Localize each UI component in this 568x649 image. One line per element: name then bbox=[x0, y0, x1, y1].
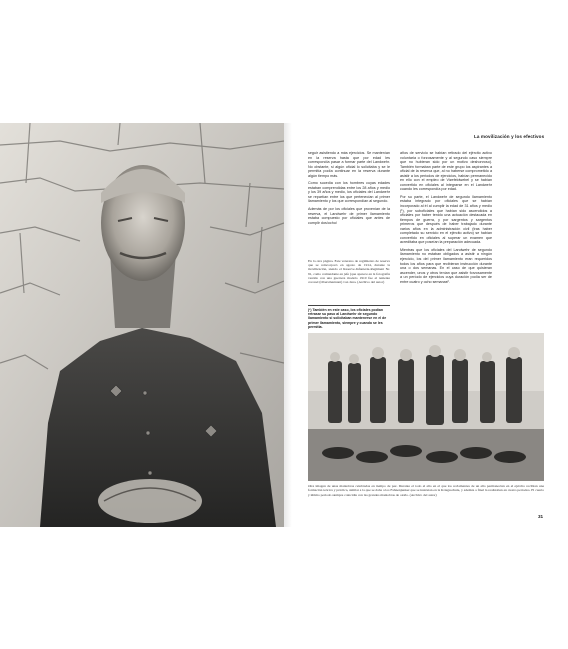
maneuvers-photo bbox=[308, 333, 544, 481]
page-number: 31 bbox=[538, 514, 544, 519]
maneuvers-image bbox=[308, 333, 544, 481]
paragraph: años de servicio se habían retirado del ejército activo voluntaria o forzosamente y al segundo caso siempre que no hubieran sido por un motivo deshonroso). También formaban parte de este grupo los aspirantes a oficial de la reserva que, al no haberse comprometido a asistir a los periodos de ejercicios, habían permanecido en ello con el empleo de Vizefeldwebel y se habían convertido en oficiales al integrarse en el Landwehr cuando les correspondía por edad. bbox=[400, 151, 492, 192]
paragraph: Mientras que los oficiales del Landwehr de segundo llamamiento no estaban obligados a asistir a ningún ejercicio, los del primer llamamiento eran requeridos todos los años para que recibieran instrucción durante una o dos semanas. En el caso de que quisieran ascender, unos y otros tenían que asistir forzosamente a un período de ejercicios cuya duración podía ser de entre cuatro y ocho semanas². bbox=[400, 247, 492, 284]
portrait-caption: En la otra página. Este veterano de regimiento de reserva que se reincorporó en agosto de 1914, durante la movilización, siendo el Reserve-Infanterie-Regiment Nr. 91, como comandante en jefe (que aparece en la fotografía vestido con una guerrera modelo 1910 fue el teniente coronel (Oberstleutnant) von Jena. (Archivo del autor) bbox=[308, 259, 391, 285]
book-gutter bbox=[284, 123, 292, 527]
portrait-image bbox=[0, 123, 284, 527]
running-head: La movilización y los efectivos bbox=[474, 134, 545, 139]
officer-portrait-photo bbox=[0, 123, 284, 527]
paragraph: Como sucedía con los hombres cuyas edades estaban comprendidas entre los 28 años y medio y los 39 años y medio, los oficiales del Landwehr se repartían entre los que pertenecían al primer llamamiento y los que correspondían al segundo. bbox=[308, 181, 390, 204]
footnote: (¹) También en este caso, los oficiales podían retrasar su paso al Landwehr de segundo llamamiento si solicitaban mantenerse en el de primer llamamiento, siempre y cuando se les permitía. bbox=[308, 305, 390, 329]
paragraph: Por su parte, el Landwehr de segundo llamamiento estaba integrado por oficiales que se habían incorporado al él al cumplir la edad de 31 años y medio (¹), por suboficiales que habían sido ascendidos a oficiales por haber tenido una actuación destacada en tiempos de guerra, y por sargentos y sargentos primeros que después de haber trabajado durante varios años en la administración civil (tras haber completado su servicio en el ejército activo) se habían convertido en oficiales al superar un examen que acreditaba que poseían la preparación adecuada. bbox=[400, 194, 492, 245]
text-column-right bbox=[400, 151, 492, 287]
maneuvers-caption: Otra imagen de unas maniobras celebradas en tiempo de paz. Durante el todo el año en el que los reclamantes de un año permanecían en el ejército recibían una formación teórica y práctica, similar a la que se daba a los Fahnenjunker que se instruían en la Kriegsschule, y además a final la realizaban en cuatro periodos. El cuarto y último período siempre coincidía con las grandes maniobras de otoño. (Archivo del autor) bbox=[308, 484, 544, 497]
paragraph: seguir asistiendo a más ejercicios. Se mantenían en la reserva hasta que por edad les correspondía pasar a formar parte del Landwehr. No obstante, si algún oficial lo solicitaba y se le permitía podía continuar en la reserva durante algún tiempo más. bbox=[308, 151, 390, 178]
text-column-left bbox=[308, 151, 390, 228]
paragraph: Además de por los oficiales que provenían de la reserva, el Landwehr de primer llamamiento estaba compuesto por oficiales que antes de cumplir dos/ocho/ bbox=[308, 207, 390, 225]
